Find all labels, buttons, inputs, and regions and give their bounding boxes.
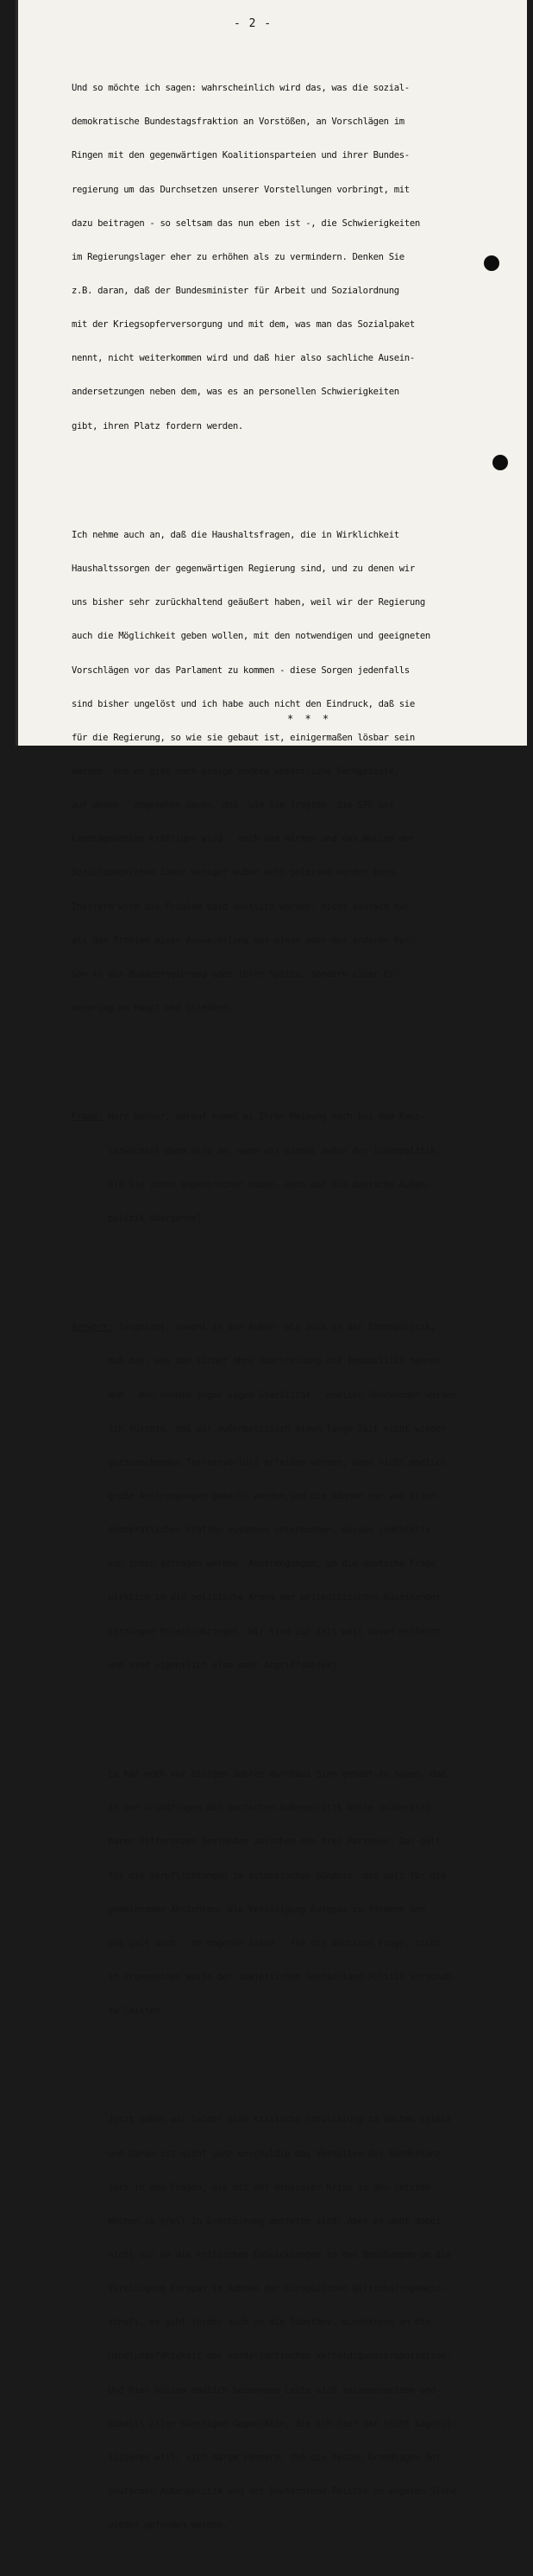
text-line: schaft, es geht leider auch an die Substanz, mindestens an die [72,2317,430,2328]
text-line: Ich nehme auch an, daß die Haushaltsfragen, die in Wirklichkeit [72,530,399,541]
text-line: Ich fürchte, daß wir außenpolitisch einen lange Zeit nicht wieder [72,1423,447,1434]
text-line: Landtagswahlen kräftiger wird - auch das Wirken und das Wollen der [72,834,415,845]
text-line: setzungen hineinzubringen. Wir sind zur Zeit weit davon entfernt [72,1626,441,1637]
answer-label: Antwort: [72,1322,114,1333]
text-line: große Anstrengungen gemacht werden,und die können nur von allen [72,1490,436,1502]
text-line: lers in den Fragen, die mit der Brüsseler Krise in den letzten [72,2182,430,2193]
text-line: Vorschlägen vor das Parlament zu kommen - diese Sorgen jedenfalls [72,664,410,676]
text-line: gibt, ihren Platz fordern werden. [72,420,243,431]
text-line: Herr Wehner, worauf kommt es Ihrer Meinung nach bei dem Kanz- [103,1112,425,1123]
text-line: demokratische Bundestagsfraktion an Vorstößen, an Vorschlägen im [72,117,404,128]
text-line: Insofern wird das Problem bald deutlich werden, nicht einfach nur [72,901,410,912]
text-line: zu leisten. [72,2006,166,2017]
text-line: sind bisher ungelöst und ich habe auch nicht den Eindruck, daß sie [72,698,415,709]
punch-hole-bottom [492,455,508,470]
question-first-line [72,1112,517,1123]
text-line: muß - man könnte sogar sagen Sterilität - endlich überwunden werden. [72,1389,462,1401]
text-line: Handlungsfähigkeit der nordatlantischen Verteidigungsorganisation. [72,2351,452,2362]
paragraph-4 [72,2092,517,2554]
text-line: Sozialdemokraten immer weniger außer acht gelassen werden kann. [72,867,399,879]
text-line: für die Regierung, so wie sie gebaut ist, einigermaßen lösbar sein [72,732,415,743]
text-line: wieder gefunden werden. [72,2520,228,2531]
end-mark: * * * [287,713,332,725]
text-line: im Regierungslager eher zu erhöhen als zu vermindern. Denken Sie [72,251,404,262]
text-line: Es hat noch vor einigen Jahren durchaus Sinn gehabt zu sagen, daß [72,1769,447,1780]
text-line: Jetzt haben wir leider eine kritische Entwicklung im Westen selbst [72,2114,452,2126]
text-line: andersetzungen neben dem, was es an personellen Schwierigkeiten [72,387,399,398]
text-line: nennt, nicht weiterkommen wird und daß hier also sachliche Ausein- [72,353,415,364]
text-line: auf denen - abgesehen davon, daß, wie Sie fragten, die SPD bei [72,800,394,811]
text-line: auch die Möglichkeit geben wollen, mit den notwendigen und geeigneten [72,631,430,642]
text-line: gemeinsamen Absichten, die Vereinigung Europas zu fördern und [72,1904,425,1915]
text-line: demokratischen Kräften zusammen unternommen, müssen jedenfalls [72,1525,430,1536]
text-line: in irgendeiner Weise der sowjetischen Deutschland-Politik Vorschub [72,1971,452,1982]
text-line: und daran ist nicht ganz unschuldig das Verhalten des Bundeskanz- [72,2148,447,2159]
text-line: uns bisher sehr zurückhaltend geäußert haben, weil wir der Regierung [72,597,425,608]
text-line: in den Grundfragen der deutschen Außenpolitik keine unüberstei- [72,1803,436,1814]
text-line: nicht nur um die kritischen Entwicklungen in den Bemühungen um die [72,2250,452,2261]
text-line: politik übergehen? [72,1212,202,1224]
text-line: muß das, was man sicher ohne Übertreibung die Immobilität nennen [72,1356,441,1367]
text-line: gutzumachenden Terrainverlust erleiden werden, wenn nicht endlich [72,1457,447,1468]
text-line: Vereinigung Europas im Rahmen der Europäischen Wirtschaftsgemein- [72,2283,447,2295]
text-line: son in der Bundesregierung oder ihrer Spitze, sondern einer Er- [72,968,399,979]
text-line: die Sie schon angesprochen haben, auch auf die deutsche Außen- [72,1179,430,1190]
text-line: für die Verpflichtungen im atlantischen Bündnis, das galt für die [72,1870,447,1881]
text-line: dazu beitragen - so seltsam das nun eben ist -, die Schwierigkeiten [72,217,420,229]
text-line: deutschen Außenpolitik und der Deutschland-Politik im engeren Sinne [72,2486,457,2497]
text-line: mit der Kriegsopferversorgung und mit dem, was man das Sozialpaket [72,319,415,331]
text-line: und sind eigentlich also mehr Angriffsobjekt. [72,1660,342,1671]
document-body [72,38,517,2576]
text-line: baren Differenzen bestünden zwischen den drei Parteien. Das galt [72,1836,441,1848]
paragraph-1 [72,60,517,455]
text-line: wirklich in die politische Arena der weltpolitischen Auseinander- [72,1592,447,1603]
question-label: Frage: [72,1112,103,1123]
text-line: werden. Und es gibt noch einige andere wesentliche Sachgebiete, [72,766,399,777]
text-line: Haushaltssorgen der gegenwärtigen Regierung sind, und zu denen wir [72,564,415,575]
answer-block [72,1300,517,1694]
text-line: neuerung an Haupt und Gliedern. [72,1002,233,1013]
text-line: Und hier müssen endlich besonnene Leute sich zusammensetzen und [72,2384,436,2396]
text-line: Insgesamt, sowohl in der Außen- als auch in der Innenpolitik, [113,1322,436,1333]
answer-first-line [72,1322,517,1333]
text-line: lerwechsel dann also an, wenn wir einmal außer der Innenpolitik, [72,1145,441,1156]
paragraph-3 [72,1747,517,2039]
text-line: von ihnen getragen werden. Anstrengungen, um die deutsche Frage [72,1559,436,1570]
punch-hole-top [484,255,499,271]
text-line: z.B. daran, daß der Bundesminister für Arbeit und Sozialordnung [72,286,399,297]
question-block [72,1089,517,1247]
document-page [16,0,527,2531]
text-line: lisieren will, sich darum kümmern, daß die festen Grundlagen der [72,2452,441,2463]
text-line: Wochen so grell in Erscheinung getreten sind. Aber es geht dabei [72,2215,441,2226]
text-line: das galt auch - im engeren Sinne - für die deutsche Frage, nicht [72,1937,441,1949]
text-line: als das Problem einer Auswechslung der einen oder der anderen Per- [72,935,415,946]
page-number: - 2 - [234,17,273,30]
text-line: Ringen mit den gegenwärtigen Koalitionsparteien und ihrer Bundes- [72,150,410,161]
text-line: Und so möchte ich sagen: wahrscheinlich wird das, was die sozial- [72,83,410,94]
text-line: abseits aller sonstigen Gegensätze, die ich hier gar nicht bagatel- [72,2418,457,2429]
text-line: regierung um das Durchsetzen unserer Vorstellungen vorbringt, mit [72,184,410,195]
paragraph-2 [72,507,517,1036]
